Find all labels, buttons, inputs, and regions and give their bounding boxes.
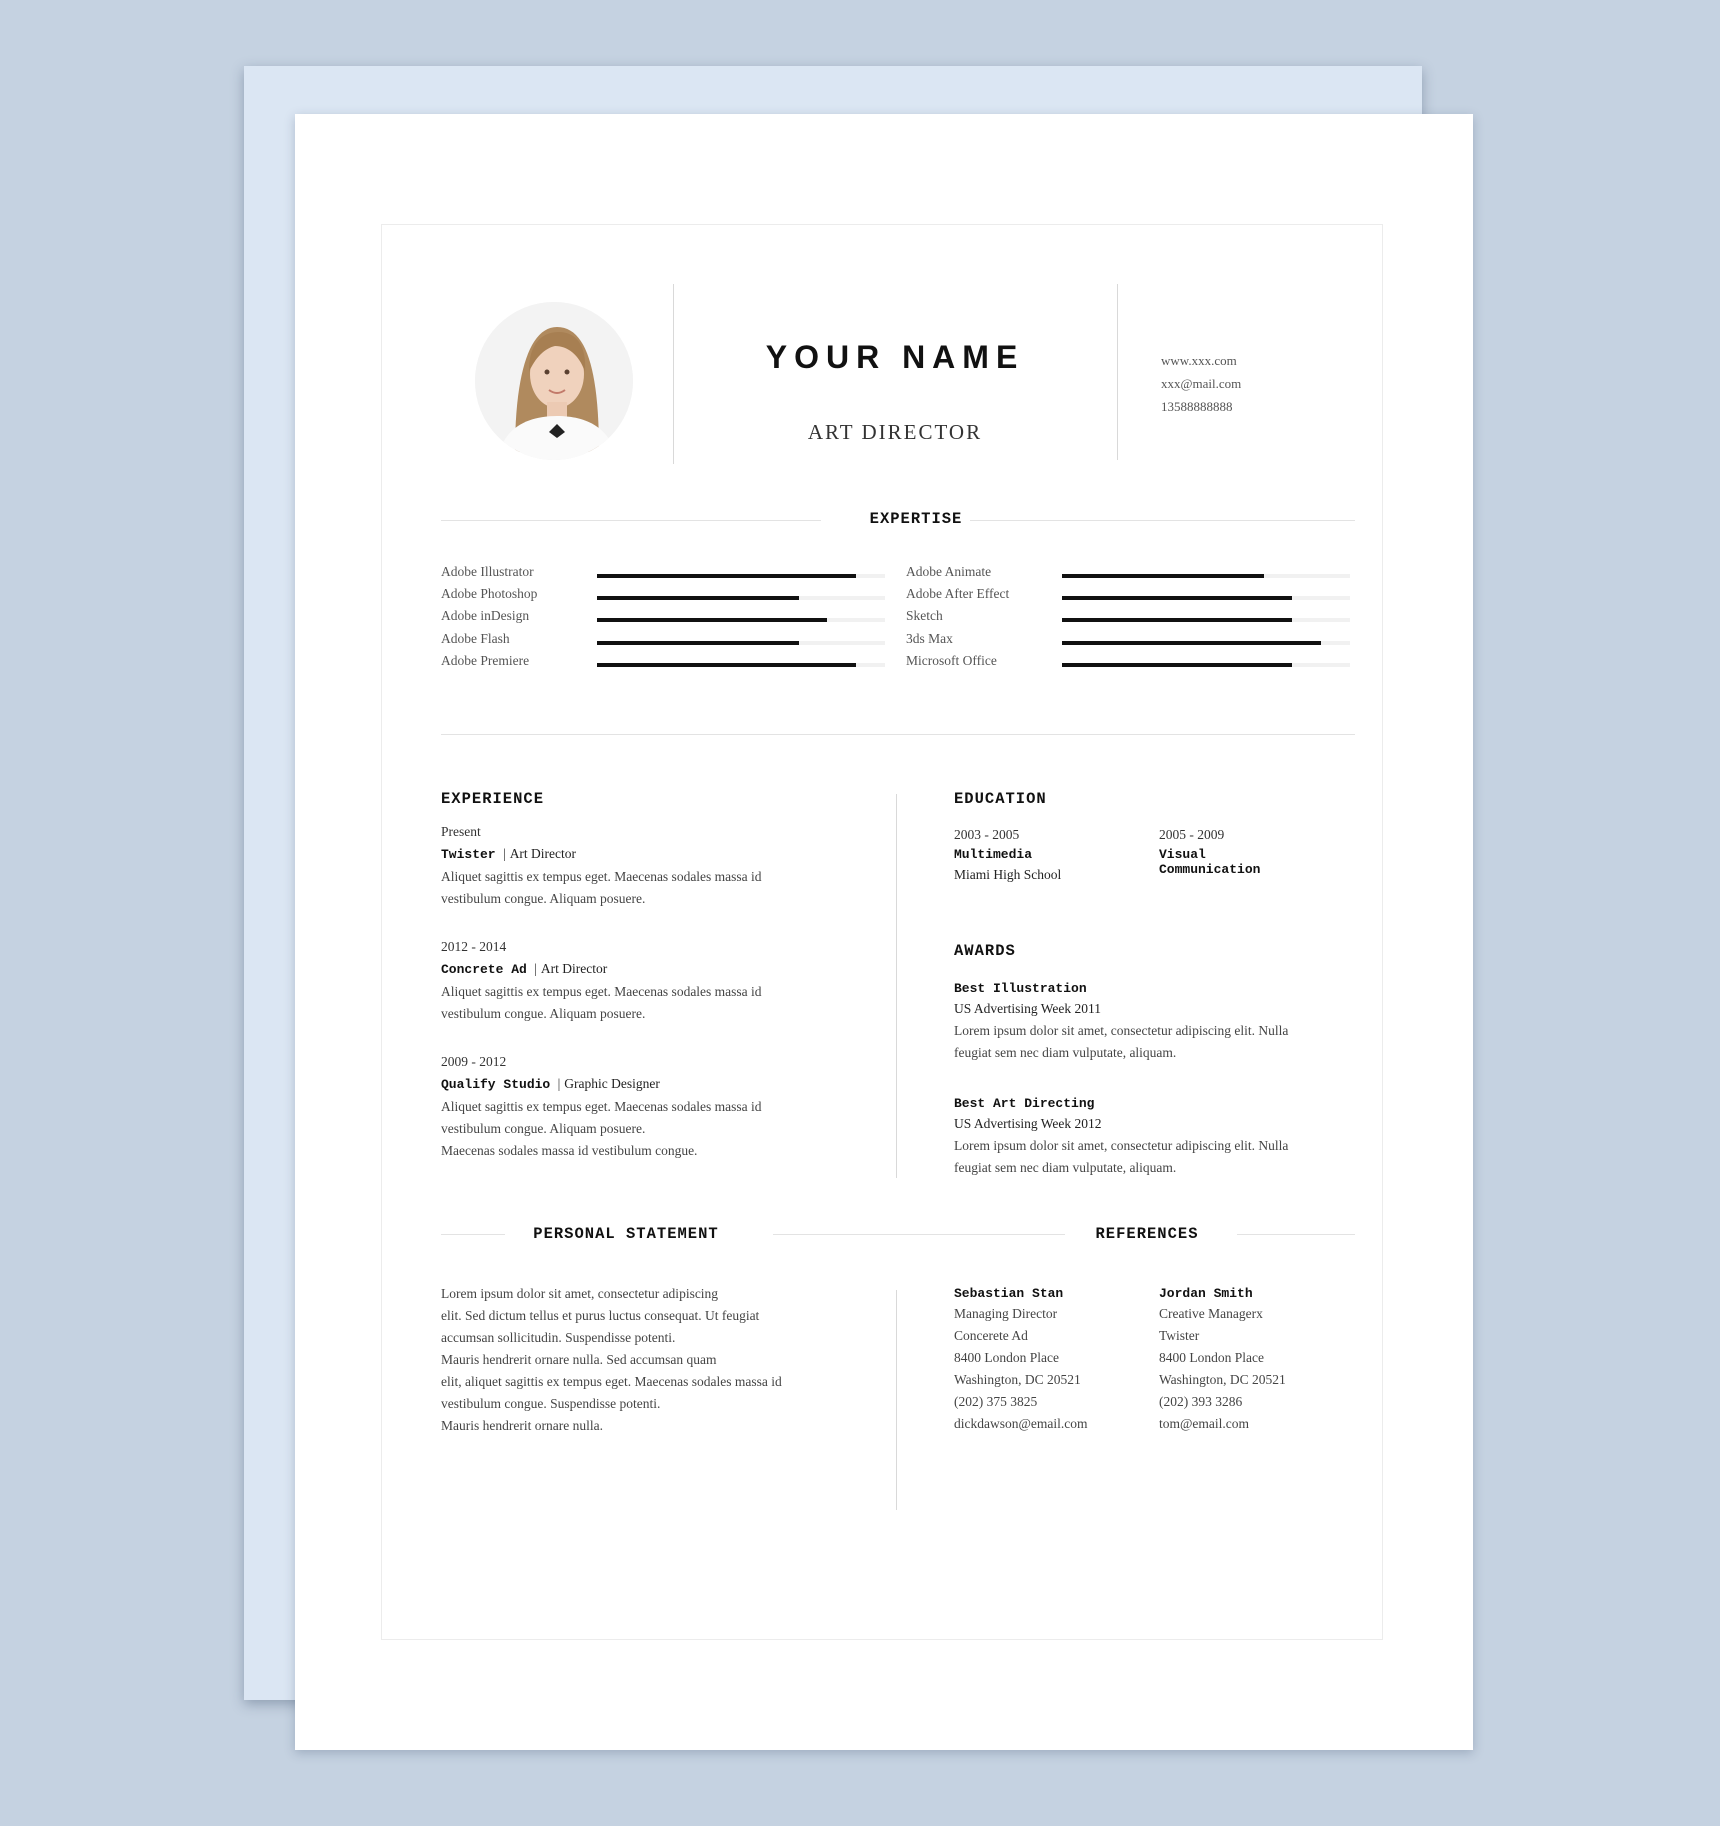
personal-statement-heading: PERSONAL STATEMENT (533, 1225, 719, 1243)
experience-role-line (441, 843, 762, 866)
skill-bar-fill (597, 663, 856, 667)
skill-bar-fill (597, 641, 799, 645)
portrait-image (475, 302, 633, 460)
header-divider-right (1117, 284, 1118, 460)
experience-description: Aliquet sagittis ex tempus eget. Maecenas sodales massa id (441, 984, 762, 999)
skill-bar-fill (1062, 663, 1292, 667)
reference-item (1159, 1286, 1286, 1435)
experience-item (441, 824, 762, 910)
reference-detail: Creative Managerx (1159, 1306, 1263, 1321)
skill-label: Adobe Flash (441, 630, 510, 646)
experience-description: Aliquet sagittis ex tempus eget. Maecenas sodales massa id (441, 869, 762, 884)
skill-bar-fill (1062, 574, 1264, 578)
reference-detail: (202) 393 3286 (1159, 1394, 1243, 1409)
skill-bar-track (597, 641, 885, 645)
skill-bar-track (597, 663, 885, 667)
skill-label: Microsoft Office (906, 652, 997, 668)
role-title: Art Director (540, 961, 608, 976)
profile-photo (475, 302, 633, 460)
email-text: xxx@mail.com (1161, 376, 1242, 391)
job-title: ART DIRECTOR (807, 420, 983, 444)
role-title: Art Director (509, 846, 577, 861)
award-item (954, 981, 1288, 1064)
award-description: Lorem ipsum dolor sit amet, consectetur adipiscing elit. Nulla (954, 1023, 1289, 1038)
skill-label: Sketch (906, 608, 943, 624)
reference-name: Sebastian Stan (954, 1286, 1064, 1301)
skill-bar-track (1062, 618, 1350, 622)
reference-detail: dickdawson@email.com (954, 1416, 1088, 1431)
skill-bar-track (1062, 641, 1350, 645)
separator: | (499, 846, 506, 861)
skill-label: Adobe Premiere (441, 652, 530, 668)
experience-description: vestibulum congue. Aliquam posuere. (441, 1121, 646, 1136)
reference-detail: Concerete Ad (954, 1328, 1028, 1343)
full-name: YOUR NAME (765, 339, 1025, 375)
reference-detail: tom@email.com (1159, 1416, 1250, 1431)
experience-date: Present (441, 824, 481, 839)
experience-description: vestibulum congue. Aliquam posuere. (441, 1006, 646, 1021)
skill-bar-fill (1062, 641, 1321, 645)
statement-line: accumsan sollicitudin. Suspendisse potenti. (441, 1330, 676, 1345)
experience-description: Aliquet sagittis ex tempus eget. Maecenas sodales massa id (441, 1099, 762, 1114)
references-heading: REFERENCES (1095, 1225, 1199, 1243)
statement-line: vestibulum congue. Suspendisse potenti. (441, 1396, 661, 1411)
experience-role-line (441, 1073, 762, 1096)
expertise-heading: EXPERTISE (869, 510, 963, 528)
award-description: feugiat sem nec diam vulputate, aliquam. (954, 1160, 1177, 1175)
awards-heading: AWARDS (954, 942, 1016, 960)
award-description: Lorem ipsum dolor sit amet, consectetur adipiscing elit. Nulla (954, 1138, 1289, 1153)
statement-line: Mauris hendrerit ornare nulla. Sed accumsan quam (441, 1352, 717, 1367)
statement-rule-left (441, 1234, 505, 1235)
role-title: Graphic Designer (564, 1076, 660, 1091)
phone-text: 13588888888 (1161, 399, 1233, 414)
reference-detail: Managing Director (954, 1306, 1058, 1321)
skill-bar-fill (1062, 618, 1292, 622)
resume-page (295, 114, 1473, 1750)
company-name: Qualify Studio (441, 1077, 551, 1092)
reference-detail: 8400 London Place (1159, 1350, 1264, 1365)
section-divider (441, 734, 1355, 735)
education-date: 2003 - 2005 (954, 827, 1020, 842)
skill-label: Adobe Photoshop (441, 586, 538, 602)
reference-detail: Washington, DC 20521 (954, 1372, 1081, 1387)
skill-label: Adobe Animate (906, 564, 992, 579)
award-name: Best Art Directing (954, 1096, 1095, 1111)
education-school: Miami High School (954, 867, 1062, 882)
skill-label: 3ds Max (906, 630, 953, 646)
skill-bar-fill (597, 574, 856, 578)
experience-item (441, 1054, 762, 1162)
skill-bar-track (597, 574, 885, 578)
references-rule-right (1237, 1234, 1355, 1235)
skill-label: Adobe Illustrator (441, 564, 534, 579)
separator: | (554, 1076, 561, 1091)
skill-bar-track (1062, 574, 1350, 578)
skill-bar-track (597, 596, 885, 600)
separator: | (530, 961, 537, 976)
education-item (954, 827, 1104, 886)
reference-detail: Washington, DC 20521 (1159, 1372, 1286, 1387)
expertise-rule-right (970, 520, 1355, 521)
skill-label: Adobe After Effect (906, 586, 1010, 602)
reference-detail: 8400 London Place (954, 1350, 1059, 1365)
skill-bar-track (1062, 663, 1350, 667)
skill-bar-fill (597, 618, 827, 622)
statement-line: elit, aliquet sagittis ex tempus eget. Maecenas sodales massa id (441, 1374, 782, 1389)
education-field: Visual Communication (1159, 847, 1261, 877)
skill-bar-fill (1062, 596, 1292, 600)
award-description: feugiat sem nec diam vulputate, aliquam. (954, 1045, 1177, 1060)
reference-item (954, 1286, 1088, 1435)
contact-info (1161, 349, 1241, 418)
experience-description: Maecenas sodales massa id vestibulum congue. (441, 1143, 698, 1158)
education-item (1159, 827, 1309, 877)
experience-date: 2012 - 2014 (441, 939, 507, 954)
statement-line: elit. Sed dictum tellus et purus luctus consequat. Ut feugiat (441, 1308, 760, 1323)
reference-detail: (202) 375 3825 (954, 1394, 1038, 1409)
education-date: 2005 - 2009 (1159, 827, 1225, 842)
company-name: Twister (441, 847, 496, 862)
experience-heading: EXPERIENCE (441, 790, 545, 808)
experience-item (441, 939, 762, 1025)
statement-line: Lorem ipsum dolor sit amet, consectetur adipiscing (441, 1286, 719, 1301)
website-text: www.xxx.com (1161, 353, 1237, 368)
statement-rule-right (773, 1234, 1065, 1235)
skill-bar-track (597, 618, 885, 622)
experience-role-line (441, 958, 762, 981)
personal-statement-text (441, 1283, 782, 1437)
award-name: Best Illustration (954, 981, 1087, 996)
skill-bar-fill (597, 596, 799, 600)
education-heading: EDUCATION (954, 790, 1047, 808)
header-divider-left (673, 284, 674, 464)
expertise-rule-left (441, 520, 821, 521)
skill-bar-track (1062, 596, 1350, 600)
statement-line: Mauris hendrerit ornare nulla. (441, 1418, 603, 1433)
company-name: Concrete Ad (441, 962, 527, 977)
reference-detail: Twister (1159, 1328, 1200, 1343)
skill-label: Adobe inDesign (441, 608, 530, 624)
education-field: Multimedia (954, 847, 1033, 862)
award-item (954, 1096, 1288, 1179)
award-event: US Advertising Week 2011 (954, 1001, 1102, 1016)
reference-name: Jordan Smith (1159, 1286, 1253, 1301)
column-divider-lower (896, 1290, 897, 1510)
column-divider-upper (896, 794, 897, 1178)
award-event: US Advertising Week 2012 (954, 1116, 1102, 1131)
experience-description: vestibulum congue. Aliquam posuere. (441, 891, 646, 906)
experience-date: 2009 - 2012 (441, 1054, 507, 1069)
